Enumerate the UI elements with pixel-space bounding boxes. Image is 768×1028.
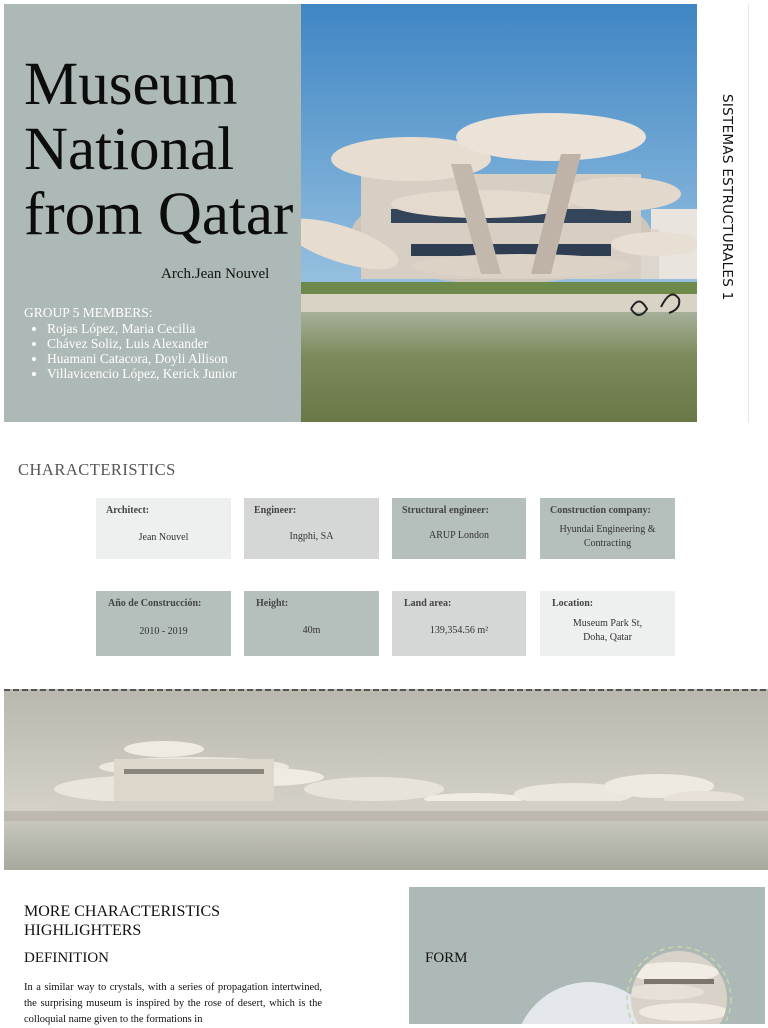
- members-list: [30, 321, 237, 381]
- card-value: 2010 - 2019: [139, 626, 188, 637]
- course-side-label: SISTEMAS ESTRUCTURALES 1: [719, 94, 735, 301]
- card-value: 40m: [302, 625, 321, 636]
- page-title: Museum National from Qatar: [24, 51, 294, 248]
- card-value: Hyundai Engineering & Contracting: [559, 524, 656, 549]
- card-engineer: [244, 498, 379, 559]
- card-value: ARUP London: [429, 530, 489, 541]
- card-value: 139,354.56 m²: [429, 625, 489, 636]
- card-label: Año de Construcción:: [108, 598, 202, 609]
- definition-text: In a similar way to crystals, with a series of propagation intertwined, the surprising museum is inspired by the rose of desert, which is the colloquial name given to the formations in: [24, 982, 322, 1025]
- card-label: Engineer:: [254, 505, 297, 516]
- card-location: [540, 591, 675, 656]
- member-item: • Rojas López, Maria Cecilia: [47, 321, 237, 336]
- museum-panorama-photo: [4, 689, 768, 870]
- architect-credit: Arch.Jean Nouvel: [161, 266, 270, 282]
- card-label: Structural engineer:: [402, 505, 489, 516]
- card-value: Jean Nouvel: [138, 532, 189, 543]
- card-label: Height:: [256, 598, 289, 609]
- definition-heading: DEFINITION: [24, 950, 109, 966]
- card-value: Ingphi, SA: [289, 531, 334, 542]
- characteristics-heading: CHARACTERISTICS: [18, 460, 176, 479]
- card-label: Architect:: [106, 505, 150, 516]
- member-item: • Huamani Catacora, Doyli Allison: [47, 351, 237, 366]
- card-structural-engineer: [392, 498, 526, 559]
- card-land-area: [392, 591, 526, 656]
- card-label: Location:: [552, 598, 594, 609]
- card-construction-year: [96, 591, 231, 656]
- card-value: Museum Park St, Doha, Qatar: [572, 618, 643, 643]
- card-architect: [96, 498, 231, 559]
- card-label: Land area:: [404, 598, 452, 609]
- group-heading: GROUP 5 MEMBERS:: [24, 305, 153, 320]
- more-characteristics-heading: MORE CHARACTERISTICS HIGHLIGHTERS: [24, 903, 221, 939]
- divider: [748, 4, 749, 422]
- member-item: • Villavicencio López, Kerick Junior: [47, 366, 237, 381]
- form-heading: FORM: [425, 950, 468, 966]
- card-construction-company: [540, 498, 675, 559]
- card-label: Construction company:: [550, 505, 651, 516]
- museum-hero-photo: [301, 4, 697, 422]
- card-height: [244, 591, 379, 656]
- member-item: • Chávez Soliz, Luis Alexander: [47, 336, 237, 351]
